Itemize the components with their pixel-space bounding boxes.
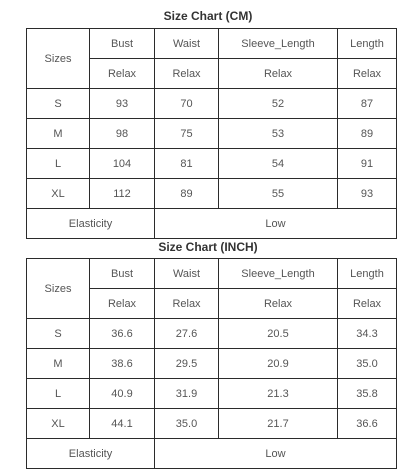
- table-row: [27, 149, 397, 179]
- column-header-bust: Bust: [90, 259, 155, 289]
- size-label-cell: L: [27, 379, 90, 409]
- column-header-length: Length: [338, 259, 397, 289]
- value-cell: 27.6: [155, 319, 219, 349]
- value-cell: 35.8: [338, 379, 397, 409]
- elasticity-row: [27, 439, 397, 469]
- table-header-row: [27, 29, 397, 59]
- elasticity-label: Elasticity: [27, 439, 155, 469]
- value-cell: 112: [90, 179, 155, 209]
- table-header-row: [27, 259, 397, 289]
- value-cell: 21.7: [219, 409, 338, 439]
- value-cell: 98: [90, 119, 155, 149]
- column-header-waist: Waist: [155, 259, 219, 289]
- value-cell: 55: [219, 179, 338, 209]
- value-cell: 31.9: [155, 379, 219, 409]
- value-cell: 40.9: [90, 379, 155, 409]
- elasticity-row: [27, 209, 397, 239]
- value-cell: 20.9: [219, 349, 338, 379]
- value-cell: 29.5: [155, 349, 219, 379]
- fit-cell: Relax: [338, 59, 397, 89]
- value-cell: 93: [90, 89, 155, 119]
- value-cell: 91: [338, 149, 397, 179]
- fit-cell: Relax: [90, 289, 155, 319]
- value-cell: 54: [219, 149, 338, 179]
- column-header-sleeve-length: Sleeve_Length: [219, 29, 338, 59]
- value-cell: 20.5: [219, 319, 338, 349]
- elasticity-value: Low: [155, 209, 397, 239]
- size-label-cell: XL: [27, 179, 90, 209]
- table-row: [27, 89, 397, 119]
- value-cell: 104: [90, 149, 155, 179]
- fit-cell: Relax: [155, 289, 219, 319]
- column-header-bust: Bust: [90, 29, 155, 59]
- value-cell: 44.1: [90, 409, 155, 439]
- table-row: [27, 349, 397, 379]
- column-header-length: Length: [338, 29, 397, 59]
- fit-cell: Relax: [219, 59, 338, 89]
- table-row: [27, 379, 397, 409]
- table-row: [27, 179, 397, 209]
- size-chart-inch-title: Size Chart (INCH): [158, 240, 258, 254]
- size-label-cell: M: [27, 349, 90, 379]
- value-cell: 36.6: [90, 319, 155, 349]
- size-chart-inch-table: [26, 258, 397, 469]
- size-label-cell: M: [27, 119, 90, 149]
- value-cell: 38.6: [90, 349, 155, 379]
- value-cell: 53: [219, 119, 338, 149]
- value-cell: 93: [338, 179, 397, 209]
- fit-cell: Relax: [90, 59, 155, 89]
- fit-cell: Relax: [338, 289, 397, 319]
- column-header-waist: Waist: [155, 29, 219, 59]
- value-cell: 34.3: [338, 319, 397, 349]
- value-cell: 89: [338, 119, 397, 149]
- value-cell: 81: [155, 149, 219, 179]
- value-cell: 87: [338, 89, 397, 119]
- sizes-header-cell: Sizes: [27, 259, 90, 319]
- value-cell: 35.0: [155, 409, 219, 439]
- value-cell: 75: [155, 119, 219, 149]
- table-row: [27, 409, 397, 439]
- value-cell: 89: [155, 179, 219, 209]
- elasticity-label: Elasticity: [27, 209, 155, 239]
- value-cell: 21.3: [219, 379, 338, 409]
- value-cell: 36.6: [338, 409, 397, 439]
- size-label-cell: L: [27, 149, 90, 179]
- size-label-cell: S: [27, 89, 90, 119]
- size-label-cell: S: [27, 319, 90, 349]
- column-header-sleeve-length: Sleeve_Length: [219, 259, 338, 289]
- size-chart-cm-table: [26, 28, 397, 239]
- sizes-header-cell: Sizes: [27, 29, 90, 89]
- table-row: [27, 119, 397, 149]
- value-cell: 35.0: [338, 349, 397, 379]
- table-row: [27, 319, 397, 349]
- fit-cell: Relax: [155, 59, 219, 89]
- value-cell: 70: [155, 89, 219, 119]
- value-cell: 52: [219, 89, 338, 119]
- elasticity-value: Low: [155, 439, 397, 469]
- size-chart-cm-title: Size Chart (CM): [163, 9, 253, 23]
- size-label-cell: XL: [27, 409, 90, 439]
- fit-cell: Relax: [219, 289, 338, 319]
